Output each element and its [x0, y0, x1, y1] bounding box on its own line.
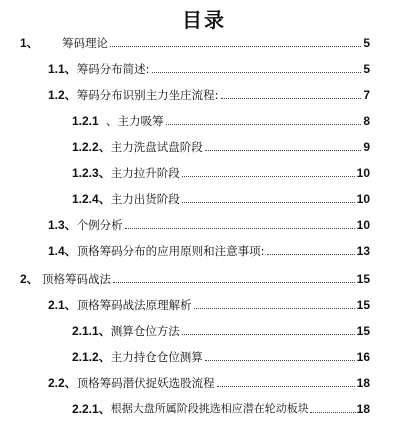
toc-entry[interactable] — [20, 30, 370, 50]
toc-page-number: 18 — [356, 402, 370, 416]
toc-number: 1.4、 — [48, 244, 77, 258]
toc-number: 1.2.1 — [72, 114, 99, 128]
toc-label: 测算仓位方法 — [110, 324, 180, 338]
toc-entry[interactable] — [20, 266, 370, 286]
toc-number: 2、 — [20, 272, 39, 286]
toc-leader-dots — [182, 334, 355, 335]
toc-label: 顶格筹码战法 — [42, 272, 111, 286]
toc-leader-dots — [113, 282, 355, 283]
toc-number: 2.2.1、 — [72, 402, 111, 416]
toc-entry[interactable] — [48, 238, 370, 258]
toc-entry[interactable] — [72, 134, 370, 154]
toc-page-number: 8 — [363, 114, 370, 128]
toc-label: 筹码分布识别主力坐庄流程: — [76, 88, 219, 102]
toc-label: 顶格筹码战法原理解析 — [76, 298, 192, 312]
toc-label: 顶格筹码潜伏捉妖选股流程 — [76, 376, 215, 390]
toc-leader-dots — [110, 46, 361, 47]
toc-number: 1.1、 — [48, 62, 77, 76]
toc-page-number: 5 — [363, 36, 370, 50]
toc-number: 2.1.2、 — [72, 350, 111, 364]
toc-label: 根据大盘所属阶段挑选相应潜在轮动板块 — [110, 402, 309, 415]
toc-leader-dots — [152, 72, 362, 73]
toc-page-number: 15 — [356, 298, 370, 312]
toc-label: 个例分析 — [76, 218, 123, 232]
toc-label: 筹码分布简述: — [76, 62, 150, 76]
toc-entry[interactable] — [72, 186, 370, 206]
toc-leader-dots — [217, 386, 355, 387]
toc-page-number: 9 — [363, 140, 370, 154]
toc-number: 1.2、 — [48, 88, 77, 102]
page-title: 目录 — [182, 8, 226, 32]
toc-leader-dots — [166, 124, 362, 125]
toc-entry[interactable] — [48, 212, 370, 232]
toc-page-number: 5 — [363, 62, 370, 76]
toc-page-number: 18 — [356, 376, 370, 390]
toc-page-number: 16 — [356, 350, 370, 364]
toc-entry[interactable] — [72, 160, 370, 180]
toc-page-number: 15 — [356, 272, 370, 286]
toc-entry[interactable] — [48, 370, 370, 390]
toc-number: 2.1.1、 — [72, 324, 111, 338]
toc-page-number: 10 — [356, 218, 370, 232]
toc-label: 主力持仓仓位测算 — [110, 350, 203, 364]
toc-number: 1.2.4、 — [72, 192, 111, 206]
toc-label: 顶格筹码分布的应用原则和注意事项: — [76, 244, 265, 258]
toc-leader-dots — [310, 412, 356, 413]
toc-number: 1.3、 — [48, 218, 77, 232]
toc-leader-dots — [182, 202, 355, 203]
toc-leader-dots — [194, 308, 355, 309]
toc-entry[interactable] — [72, 318, 370, 338]
toc-leader-dots — [205, 360, 355, 361]
toc-entry[interactable] — [72, 344, 370, 364]
toc-leader-dots — [267, 254, 355, 255]
toc-leader-dots — [205, 150, 362, 151]
toc-number: 2.2、 — [48, 376, 77, 390]
toc-leader-dots — [182, 176, 355, 177]
toc-number: 1.2.2、 — [72, 140, 111, 154]
toc-number: 2.1、 — [48, 298, 77, 312]
toc-page-number: 15 — [356, 324, 370, 338]
toc-page-number: 7 — [363, 88, 370, 102]
toc-entry[interactable] — [48, 82, 370, 102]
toc-entry[interactable] — [48, 56, 370, 76]
toc-leader-dots — [221, 98, 362, 99]
toc-label: 、主力吸筹 — [106, 114, 164, 128]
toc-leader-dots — [125, 228, 355, 229]
toc-entry[interactable] — [72, 396, 370, 416]
toc-label: 筹码理论 — [62, 36, 108, 50]
toc-page-number: 10 — [356, 166, 370, 180]
toc-entry[interactable] — [48, 292, 370, 312]
toc-number: 1、 — [20, 36, 39, 50]
toc-entry[interactable] — [72, 108, 370, 128]
toc-number: 1.2.3、 — [72, 166, 111, 180]
toc-page-number: 13 — [356, 244, 370, 258]
toc-label: 主力洗盘试盘阶段 — [110, 140, 203, 154]
toc-page-number: 10 — [356, 192, 370, 206]
toc-label: 主力出货阶段 — [110, 192, 180, 206]
toc-label: 主力拉升阶段 — [110, 166, 180, 180]
